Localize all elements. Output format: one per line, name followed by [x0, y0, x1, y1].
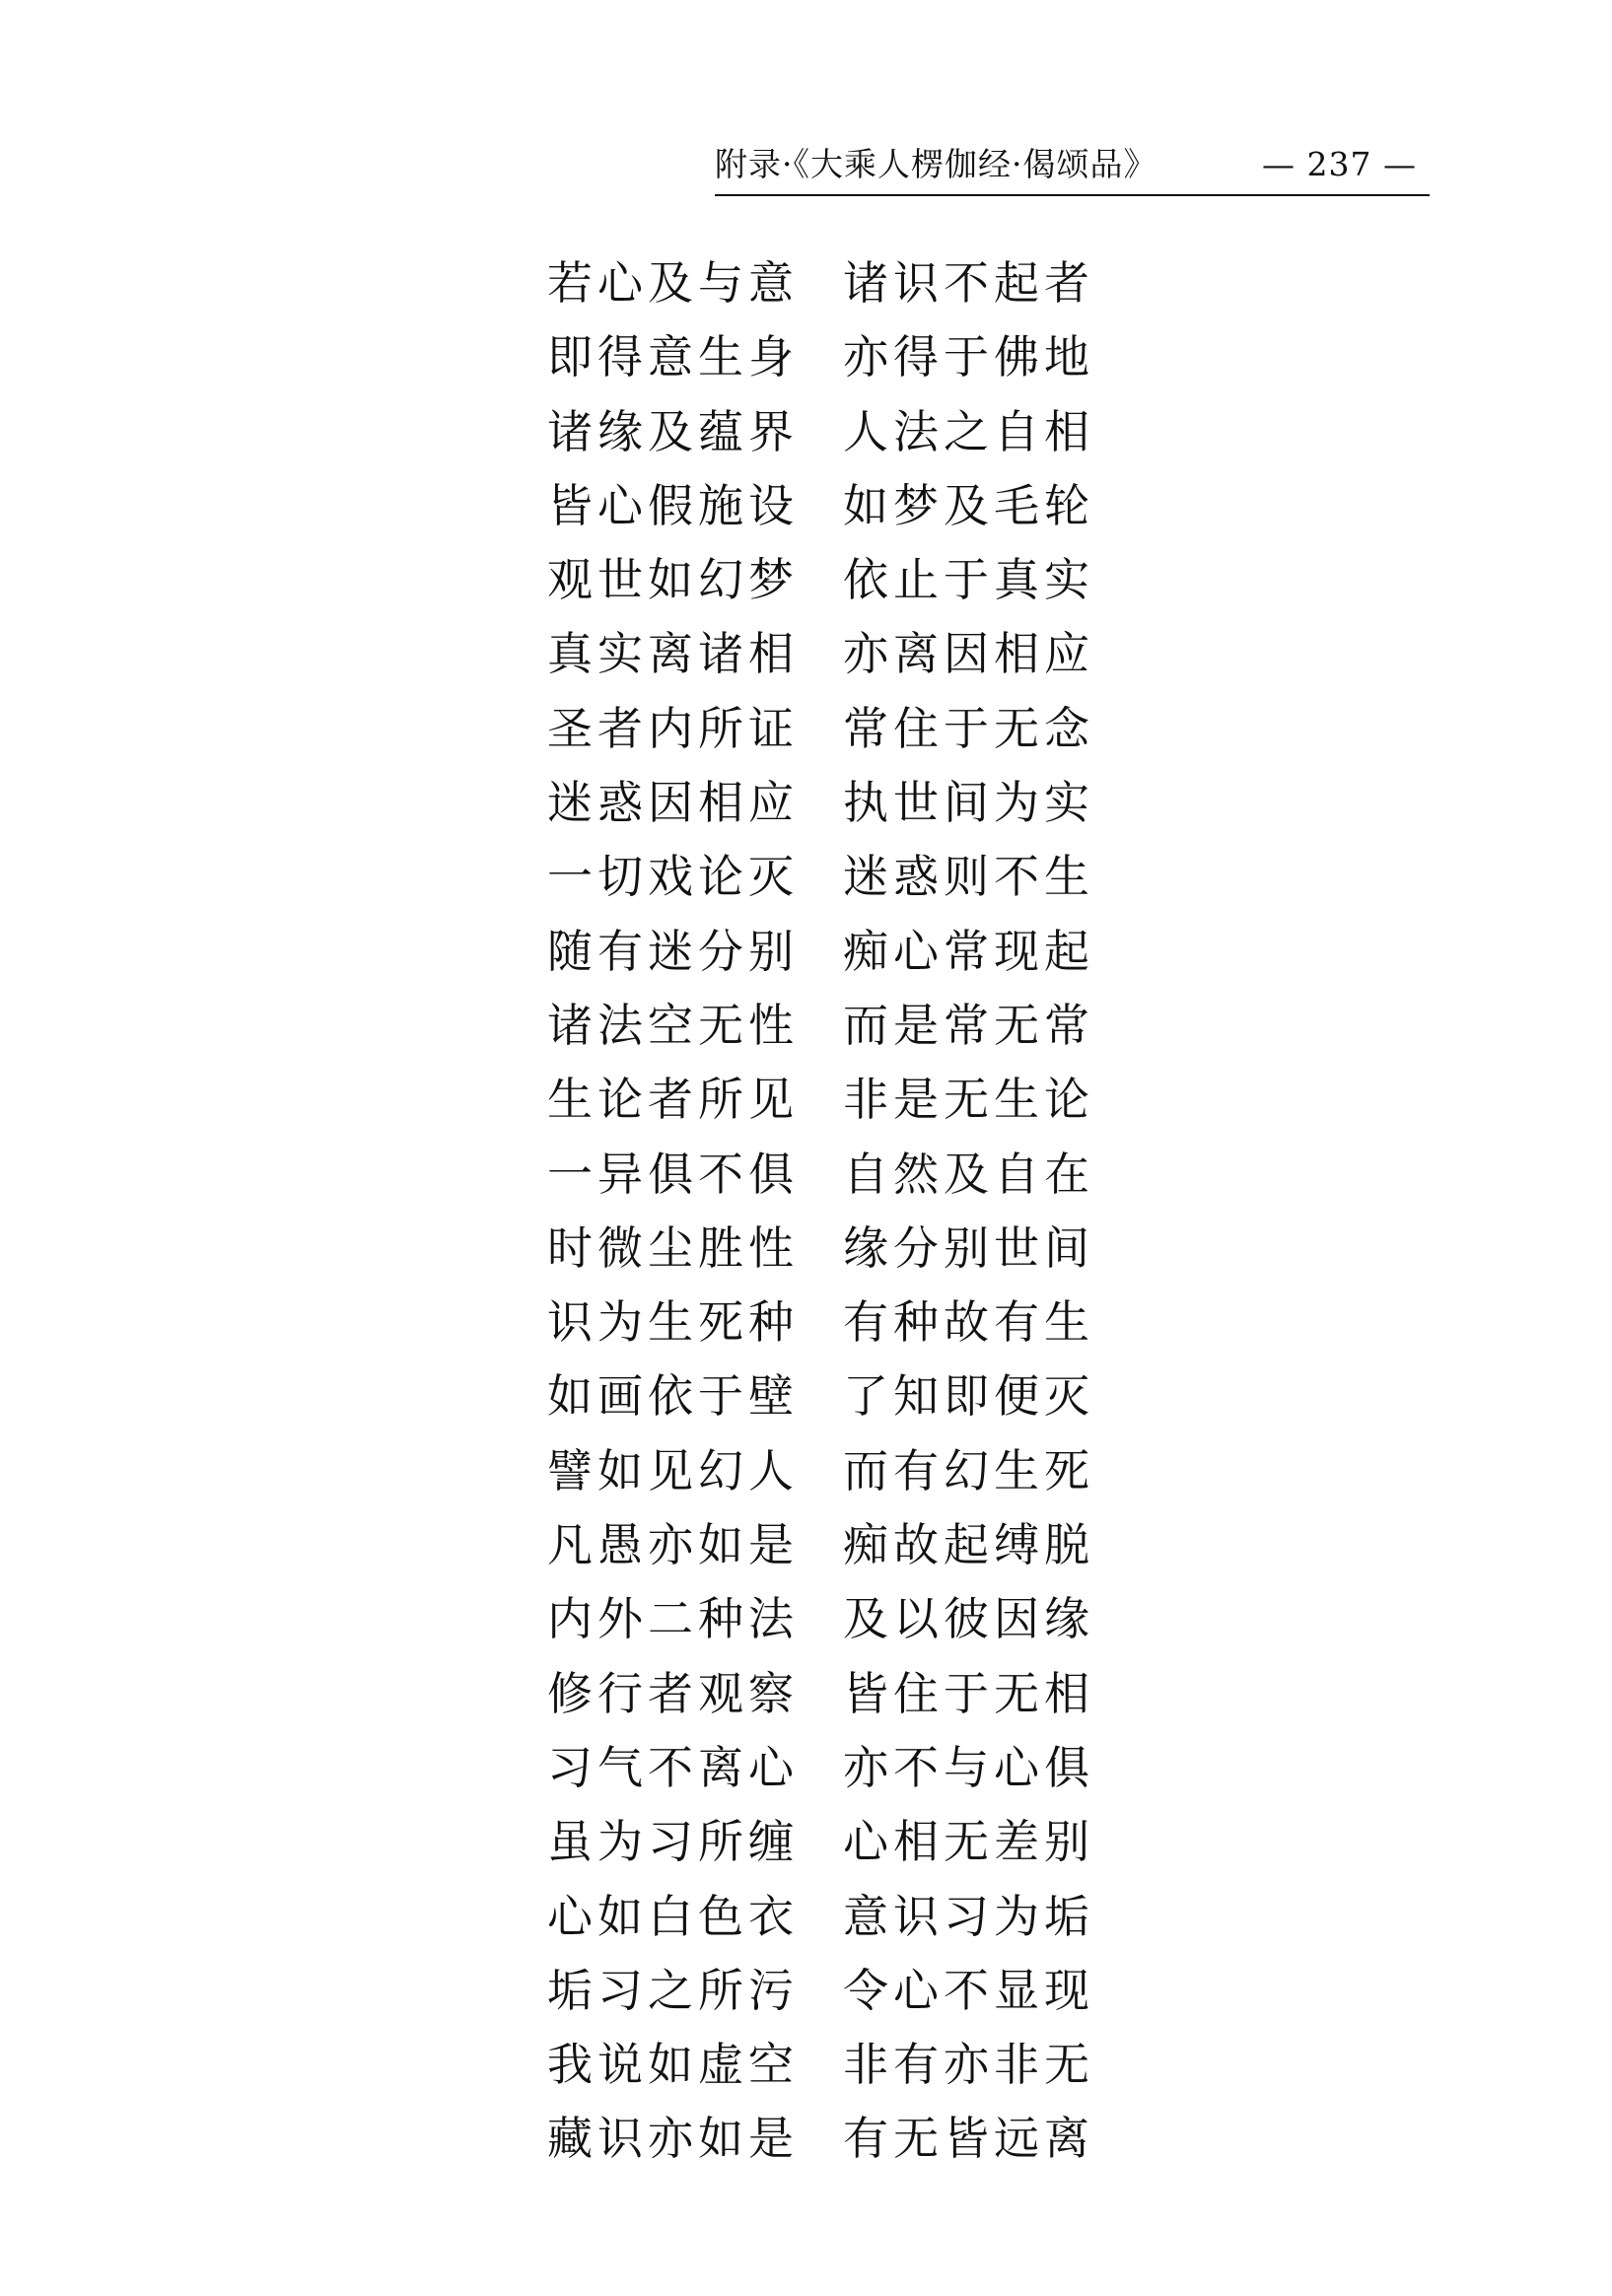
verse-second-half: 亦离因相应: [843, 627, 1094, 681]
verse-line: [547, 1063, 1099, 1137]
verse-second-half: 而有幻生死: [843, 1443, 1094, 1497]
verse-line: [547, 1212, 1099, 1286]
verse-first-half: 皆心假施设: [547, 478, 799, 532]
verse-first-half: 即得意生身: [547, 330, 799, 384]
running-head: [715, 136, 1430, 193]
verse-second-half: 常住于无念: [843, 701, 1094, 755]
verse-line: [547, 1731, 1099, 1805]
verse-block: [547, 246, 1099, 2177]
verse-second-half: 令心不显现: [843, 1963, 1094, 2017]
verse-first-half: 迷惑因相应: [547, 776, 799, 830]
verse-line: [547, 2028, 1099, 2102]
verse-second-half: 亦不与心俱: [843, 1740, 1094, 1794]
verse-first-half: 藏识亦如是: [547, 2112, 799, 2166]
verse-second-half: 痴心常现起: [843, 924, 1094, 978]
verse-line: [547, 469, 1099, 543]
verse-line: [547, 246, 1099, 320]
verse-first-half: 生论者所见: [547, 1073, 799, 1127]
verse-second-half: 人法之自相: [843, 404, 1094, 458]
verse-first-half: 一异俱不俱: [547, 1147, 799, 1201]
verse-line: [547, 840, 1099, 914]
verse-first-half: 我说如虚空: [547, 2038, 799, 2092]
running-head-title: 附录·《大乘人楞伽经·偈颂品》: [715, 145, 1157, 183]
header-rule: [715, 194, 1430, 196]
verse-second-half: 执世间为实: [843, 776, 1094, 830]
verse-line: [547, 395, 1099, 469]
verse-line: [547, 1508, 1099, 1582]
verse-line: [547, 1286, 1099, 1359]
page-number: — 237 —: [1262, 145, 1417, 183]
verse-first-half: 心如白色衣: [547, 1889, 799, 1943]
verse-second-half: 自然及自在: [843, 1147, 1094, 1201]
verse-second-half: 有种故有生: [843, 1295, 1094, 1350]
verse-line: [547, 1657, 1099, 1731]
verse-first-half: 垢习之所污: [547, 1963, 799, 2017]
verse-first-half: 时微尘胜性: [547, 1220, 799, 1275]
verse-line: [547, 320, 1099, 394]
verse-second-half: 意识习为垢: [843, 1889, 1094, 1943]
verse-first-half: 圣者内所证: [547, 701, 799, 755]
verse-first-half: 一切戏论灭: [547, 850, 799, 904]
verse-first-half: 诸缘及蕴界: [547, 404, 799, 458]
verse-first-half: 凡愚亦如是: [547, 1518, 799, 1572]
verse-line: [547, 766, 1099, 840]
verse-second-half: 心相无差别: [843, 1815, 1094, 1869]
verse-line: [547, 1359, 1099, 1433]
verse-line: [547, 692, 1099, 766]
verse-line: [547, 1582, 1099, 1656]
verse-second-half: 有无皆远离: [843, 2112, 1094, 2166]
verse-line: [547, 543, 1099, 617]
verse-first-half: 若心及与意: [547, 256, 799, 310]
verse-line: [547, 1805, 1099, 1879]
verse-first-half: 诸法空无性: [547, 998, 799, 1052]
verse-second-half: 缘分别世间: [843, 1220, 1094, 1275]
verse-second-half: 了知即便灭: [843, 1369, 1094, 1424]
verse-first-half: 修行者观察: [547, 1666, 799, 1720]
verse-line: [547, 617, 1099, 691]
verse-second-half: 皆住于无相: [843, 1666, 1094, 1720]
verse-first-half: 内外二种法: [547, 1592, 799, 1646]
verse-first-half: 观世如幻梦: [547, 553, 799, 607]
verse-second-half: 迷惑则不生: [843, 850, 1094, 904]
verse-line: [547, 1954, 1099, 2028]
verse-second-half: 如梦及毛轮: [843, 478, 1094, 532]
verse-second-half: 亦得于佛地: [843, 330, 1094, 384]
verse-second-half: 诸识不起者: [843, 256, 1094, 310]
verse-line: [547, 2102, 1099, 2176]
verse-second-half: 痴故起缚脱: [843, 1518, 1094, 1572]
verse-first-half: 识为生死种: [547, 1295, 799, 1350]
verse-line: [547, 1434, 1099, 1508]
verse-second-half: 非是无生论: [843, 1073, 1094, 1127]
verse-first-half: 虽为习所缠: [547, 1815, 799, 1869]
verse-second-half: 及以彼因缘: [843, 1592, 1094, 1646]
verse-second-half: 非有亦非无: [843, 2038, 1094, 2092]
verse-first-half: 譬如见幻人: [547, 1443, 799, 1497]
verse-second-half: 依止于真实: [843, 553, 1094, 607]
verse-line: [547, 915, 1099, 989]
verse-first-half: 随有迷分别: [547, 924, 799, 978]
verse-line: [547, 1138, 1099, 1212]
verse-first-half: 真实离诸相: [547, 627, 799, 681]
verse-first-half: 如画依于壁: [547, 1369, 799, 1424]
verse-first-half: 习气不离心: [547, 1740, 799, 1794]
verse-second-half: 而是常无常: [843, 998, 1094, 1052]
verse-line: [547, 989, 1099, 1063]
verse-line: [547, 1880, 1099, 1954]
